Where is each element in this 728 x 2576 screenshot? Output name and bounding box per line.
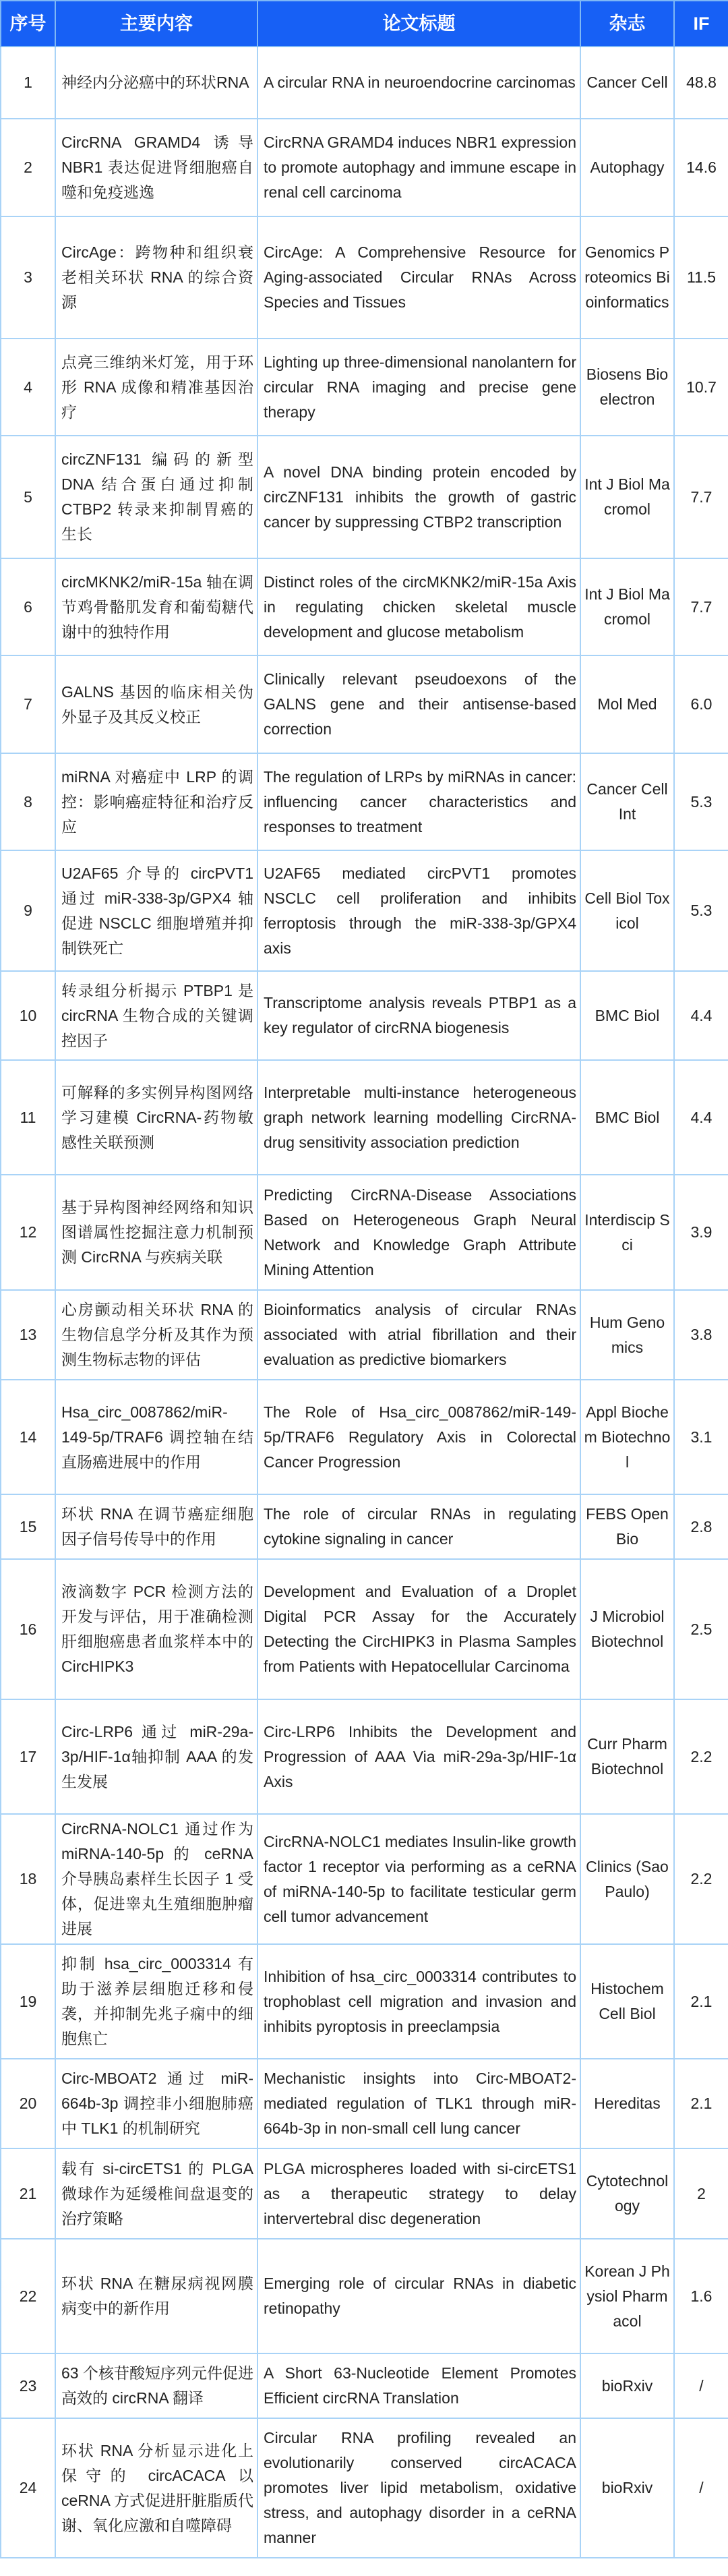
impact-factor-cell: / [674,2418,728,2558]
journal-name-cell: Int J Biol Macromol [580,558,674,655]
journal-name-cell: Clinics (Sao Paulo) [580,1814,674,1944]
header-if: IF [674,1,728,47]
row-number-cell: 12 [1,1175,55,1290]
paper-title-cell: Interpretable multi-instance heterogeneous graph network learning modelling CircRNA-drug sensitivity association prediction [257,1060,580,1175]
table-row [1,1814,728,1944]
header-journal: 杂志 [580,1,674,47]
impact-factor-cell: 48.8 [674,47,728,119]
row-number-cell: 13 [1,1290,55,1380]
table-row [1,1060,728,1175]
impact-factor-cell: 1.6 [674,2239,728,2353]
table-row [1,2418,728,2558]
row-number-cell: 7 [1,655,55,753]
impact-factor-cell: / [674,2353,728,2418]
paper-title-cell: Emerging role of circular RNAs in diabetic retinopathy [257,2239,580,2353]
journal-name-cell: Mol Med [580,655,674,753]
row-number-cell: 4 [1,339,55,436]
main-content-cell: 基于异构图神经网络和知识图谱属性挖掘注意力机制预测 CircRNA 与疾病关联 [55,1175,257,1290]
paper-title-cell: U2AF65 mediated circPVT1 promotes NSCLC cell proliferation and inhibits ferroptosis through the miR-338-3p/GPX4 axis [257,850,580,971]
header-content: 主要内容 [55,1,257,47]
journal-name-cell: Cell Biol Toxicol [580,850,674,971]
journal-name-cell: FEBS Open Bio [580,1494,674,1559]
journal-name-cell: Genomics Proteomics Bioinformatics [580,216,674,339]
impact-factor-cell: 4.4 [674,971,728,1060]
table-row [1,1699,728,1814]
paper-title-cell: Inhibition of hsa_circ_0003314 contributes to trophoblast cell migration and invasion and inhibits pyroptosis in preeclampsia [257,1944,580,2059]
main-content-cell: 环状 RNA 分析显示进化上保守的 circACACA 以 ceRNA 方式促进肝脏脂质代谢、氧化应激和自噬障碍 [55,2418,257,2558]
impact-factor-cell: 7.7 [674,436,728,558]
paper-title-cell: Distinct roles of the circMKNK2/miR-15a Axis in regulating chicken skeletal muscle development and glucose metabolism [257,558,580,655]
paper-title-cell: Circular RNA profiling revealed an evolutionarily conserved circACACA promotes liver lipid metabolism, oxidative stress, and autophagy disorder in a ceRNA manner [257,2418,580,2558]
row-number-cell: 5 [1,436,55,558]
main-content-cell: 转录组分析揭示 PTBP1 是 circRNA 生物合成的关键调控因子 [55,971,257,1060]
table-row [1,2353,728,2418]
table-row [1,1380,728,1494]
journal-name-cell: Histochem Cell Biol [580,1944,674,2059]
main-content-cell: CircRNA-NOLC1 通过作为 miRNA-140-5p 的 ceRNA 介导胰岛素样生长因子 1 受体，促进睾丸生殖细胞肿瘤进展 [55,1814,257,1944]
paper-title-cell: The Role of Hsa_circ_0087862/miR-149-5p/TRAF6 Regulatory Axis in Colorectal Cancer Progression [257,1380,580,1494]
main-content-cell: 63 个核苷酸短序列元件促进高效的 circRNA 翻译 [55,2353,257,2418]
main-content-cell: Hsa_circ_0087862/miR-149-5p/TRAF6 调控轴在结直肠癌进展中的作用 [55,1380,257,1494]
main-content-cell: 环状 RNA 在调节癌症细胞因子信号传导中的作用 [55,1494,257,1559]
table-body [1,47,728,2558]
paper-title-cell: Predicting CircRNA-Disease Associations Based on Heterogeneous Graph Neural Network and Knowledge Graph Attribute Mining Attention [257,1175,580,1290]
row-number-cell: 23 [1,2353,55,2418]
main-content-cell: CircRNA GRAMD4 诱导 NBR1 表达促进肾细胞癌自噬和免疫逃逸 [55,119,257,216]
journal-name-cell: BMC Biol [580,971,674,1060]
header-title: 论文标题 [257,1,580,47]
main-content-cell: CircAge：跨物种和组织衰老相关环状 RNA 的综合资源 [55,216,257,339]
main-content-cell: circZNF131 编码的新型 DNA 结合蛋白通过抑制 CTBP2 转录来抑制胃癌的生长 [55,436,257,558]
row-number-cell: 16 [1,1559,55,1699]
row-number-cell: 3 [1,216,55,339]
impact-factor-cell: 6.0 [674,655,728,753]
impact-factor-cell: 2.1 [674,2059,728,2148]
table-row [1,1944,728,2059]
paper-title-cell: The regulation of LRPs by miRNAs in cancer: influencing cancer characteristics and responses to treatment [257,753,580,850]
journal-name-cell: BMC Biol [580,1060,674,1175]
impact-factor-cell: 14.6 [674,119,728,216]
journal-name-cell: Cytotechnology [580,2148,674,2239]
row-number-cell: 15 [1,1494,55,1559]
main-content-cell: 环状 RNA 在糖尿病视网膜病变中的新作用 [55,2239,257,2353]
main-content-cell: miRNA 对癌症中 LRP 的调控：影响癌症特征和治疗反应 [55,753,257,850]
row-number-cell: 22 [1,2239,55,2353]
impact-factor-cell: 2 [674,2148,728,2239]
table-row [1,558,728,655]
row-number-cell: 9 [1,850,55,971]
table-row [1,655,728,753]
main-content-cell: 液滴数字 PCR 检测方法的开发与评估，用于准确检测肝细胞癌患者血浆样本中的 CircHIPK3 [55,1559,257,1699]
impact-factor-cell: 5.3 [674,753,728,850]
main-content-cell: 抑制 hsa_circ_0003314 有助于滋养层细胞迁移和侵袭，并抑制先兆子痫中的细胞焦亡 [55,1944,257,2059]
table-row [1,339,728,436]
main-content-cell: 载有 si-circETS1 的 PLGA 微球作为延缓椎间盘退变的治疗策略 [55,2148,257,2239]
table-row [1,2059,728,2148]
main-content-cell: 点亮三维纳米灯笼，用于环形 RNA 成像和精准基因治疗 [55,339,257,436]
table-row [1,753,728,850]
impact-factor-cell: 2.2 [674,1699,728,1814]
paper-title-cell: CircAge: A Comprehensive Resource for Aging-associated Circular RNAs Across Species and Tissues [257,216,580,339]
row-number-cell: 11 [1,1060,55,1175]
table-row [1,1175,728,1290]
table-header-row [1,1,728,47]
row-number-cell: 19 [1,1944,55,2059]
paper-title-cell: A circular RNA in neuroendocrine carcinomas [257,47,580,119]
journal-name-cell: bioRxiv [580,2353,674,2418]
impact-factor-cell: 11.5 [674,216,728,339]
impact-factor-cell: 7.7 [674,558,728,655]
journal-name-cell: Cancer Cell Int [580,753,674,850]
impact-factor-cell: 2.5 [674,1559,728,1699]
journal-name-cell: Int J Biol Macromol [580,436,674,558]
table-row [1,1494,728,1559]
journal-name-cell: Appl Biochem Biotechnol [580,1380,674,1494]
table-row [1,1290,728,1380]
row-number-cell: 18 [1,1814,55,1944]
paper-title-cell: CircRNA GRAMD4 induces NBR1 expression to promote autophagy and immune escape in renal cell carcinoma [257,119,580,216]
table-row [1,1559,728,1699]
journal-name-cell: Korean J Physiol Pharmacol [580,2239,674,2353]
impact-factor-cell: 4.4 [674,1060,728,1175]
paper-title-cell: Transcriptome analysis reveals PTBP1 as a key regulator of circRNA biogenesis [257,971,580,1060]
row-number-cell: 20 [1,2059,55,2148]
header-no: 序号 [1,1,55,47]
journal-name-cell: Curr Pharm Biotechnol [580,1699,674,1814]
journal-name-cell: Interdiscip Sci [580,1175,674,1290]
table-row [1,2148,728,2239]
paper-title-cell: Mechanistic insights into Circ-MBOAT2-mediated regulation of TLK1 through miR-664b-3p in non-small cell lung cancer [257,2059,580,2148]
table-row [1,971,728,1060]
table-row [1,119,728,216]
journal-name-cell: Hum Genomics [580,1290,674,1380]
paper-title-cell: Clinically relevant pseudoexons of the GALNS gene and their antisense-based correction [257,655,580,753]
journal-name-cell: Cancer Cell [580,47,674,119]
row-number-cell: 1 [1,47,55,119]
impact-factor-cell: 3.1 [674,1380,728,1494]
main-content-cell: 可解释的多实例异构图网络学习建模 CircRNA-药物敏感性关联预测 [55,1060,257,1175]
row-number-cell: 2 [1,119,55,216]
impact-factor-cell: 2.1 [674,1944,728,2059]
table-row [1,2239,728,2353]
main-content-cell: 心房颤动相关环状 RNA 的生物信息学分析及其作为预测生物标志物的评估 [55,1290,257,1380]
impact-factor-cell: 10.7 [674,339,728,436]
row-number-cell: 6 [1,558,55,655]
main-content-cell: GALNS 基因的临床相关伪外显子及其反义校正 [55,655,257,753]
paper-title-cell: A Short 63-Nucleotide Element Promotes Efficient circRNA Translation [257,2353,580,2418]
table-row [1,216,728,339]
paper-title-cell: CircRNA-NOLC1 mediates Insulin-like growth factor 1 receptor via performing as a ceRNA of miRNA-140-5p to facilitate testicular germ cell tumor advancement [257,1814,580,1944]
row-number-cell: 17 [1,1699,55,1814]
row-number-cell: 8 [1,753,55,850]
impact-factor-cell: 3.9 [674,1175,728,1290]
journal-name-cell: Autophagy [580,119,674,216]
row-number-cell: 14 [1,1380,55,1494]
journal-name-cell: bioRxiv [580,2418,674,2558]
impact-factor-cell: 5.3 [674,850,728,971]
impact-factor-cell: 2.2 [674,1814,728,1944]
main-content-cell: circMKNK2/miR-15a 轴在调节鸡骨骼肌发育和葡萄糖代谢中的独特作用 [55,558,257,655]
row-number-cell: 10 [1,971,55,1060]
table-row [1,436,728,558]
journal-name-cell: Hereditas [580,2059,674,2148]
impact-factor-cell: 2.8 [674,1494,728,1559]
main-content-cell: Circ-LRP6 通过 miR-29a-3p/HIF-1α轴抑制 AAA 的发生发展 [55,1699,257,1814]
main-content-cell: Circ-MBOAT2 通过 miR-664b-3p 调控非小细胞肺癌中 TLK1 的机制研究 [55,2059,257,2148]
row-number-cell: 21 [1,2148,55,2239]
paper-title-cell: Circ-LRP6 Inhibits the Development and Progression of AAA Via miR-29a-3p/HIF-1α Axis [257,1699,580,1814]
table-row [1,850,728,971]
row-number-cell: 24 [1,2418,55,2558]
main-content-cell: U2AF65 介导的 circPVT1 通过 miR-338-3p/GPX4 轴促进 NSCLC 细胞增殖并抑制铁死亡 [55,850,257,971]
journal-name-cell: Biosens Bioelectron [580,339,674,436]
paper-title-cell: The role of circular RNAs in regulating cytokine signaling in cancer [257,1494,580,1559]
paper-title-cell: PLGA microspheres loaded with si-circETS1 as a therapeutic strategy to delay intervertebral disc degeneration [257,2148,580,2239]
paper-title-cell: Lighting up three-dimensional nanolantern for circular RNA imaging and precise gene therapy [257,339,580,436]
main-content-cell: 神经内分泌癌中的环状RNA [55,47,257,119]
table-row [1,47,728,119]
paper-title-cell: Development and Evaluation of a Droplet Digital PCR Assay for the Accurately Detecting the CircHIPK3 in Plasma Samples from Patients with Hepatocellular Carcinoma [257,1559,580,1699]
impact-factor-cell: 3.8 [674,1290,728,1380]
paper-title-cell: A novel DNA binding protein encoded by circZNF131 inhibits the growth of gastric cancer by suppressing CTBP2 transcription [257,436,580,558]
paper-title-cell: Bioinformatics analysis of circular RNAs associated with atrial fibrillation and their evaluation as predictive biomarkers [257,1290,580,1380]
journal-name-cell: J Microbiol Biotechnol [580,1559,674,1699]
